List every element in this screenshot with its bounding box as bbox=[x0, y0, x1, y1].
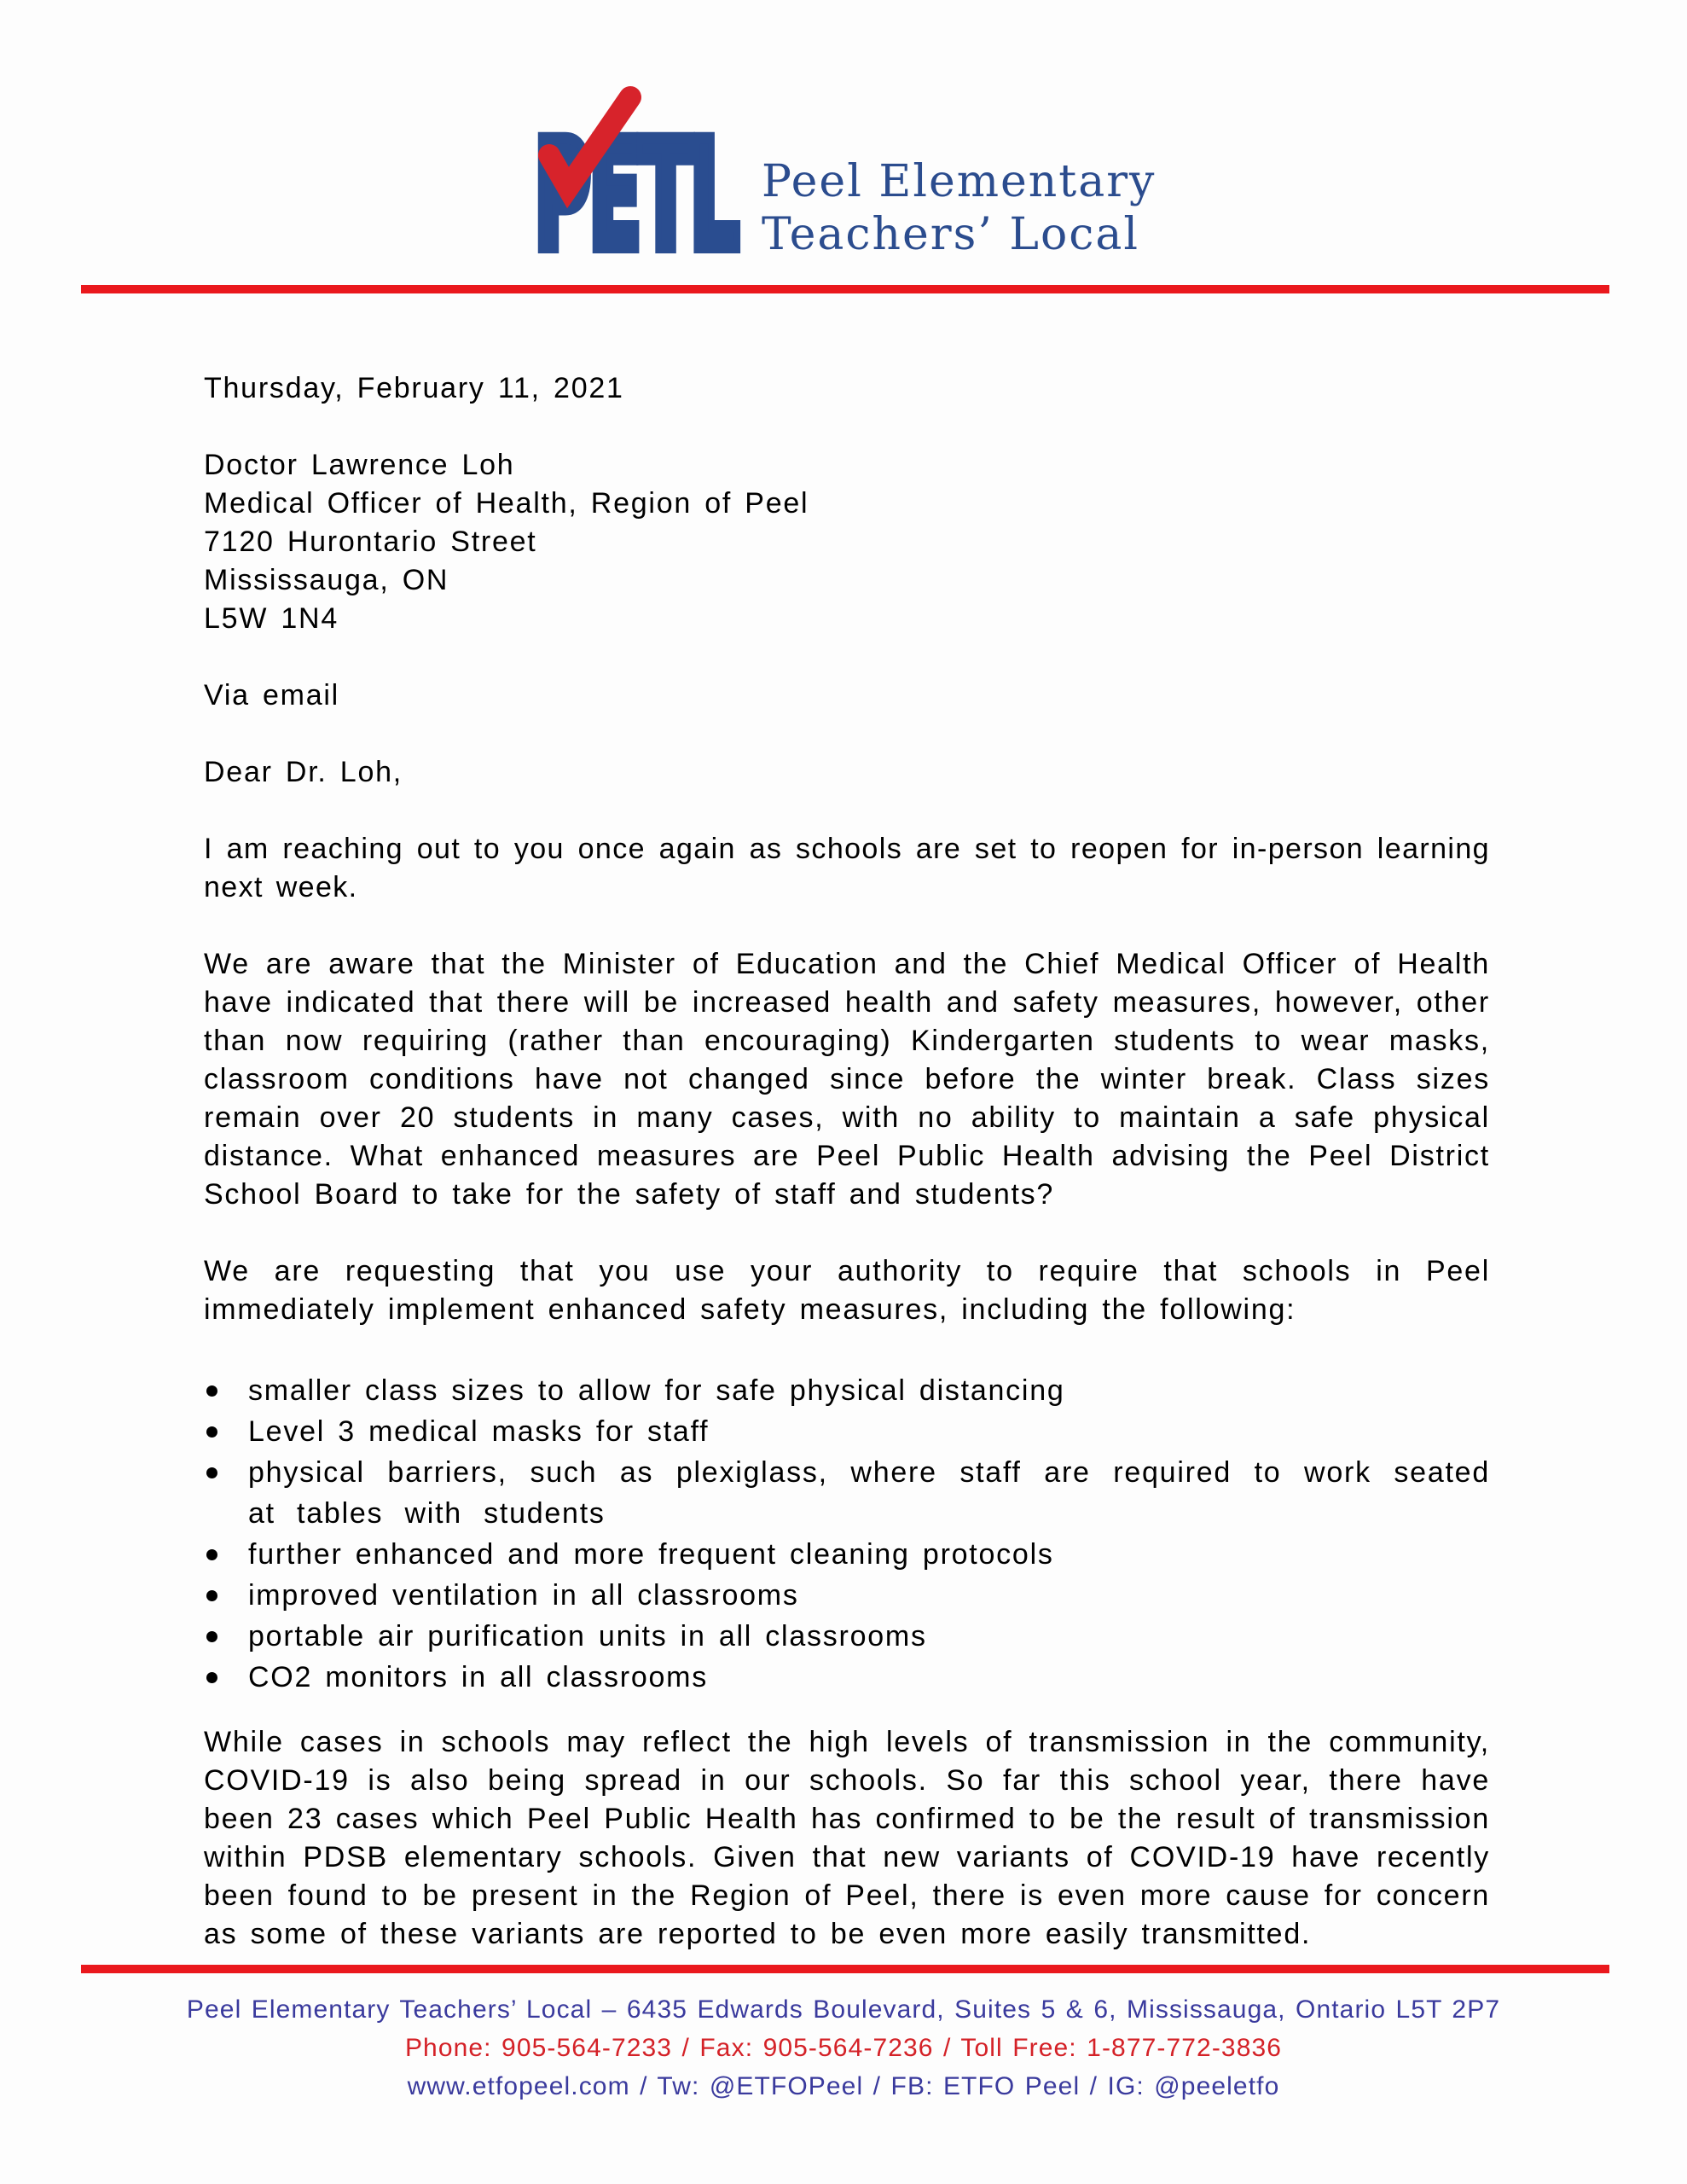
org-wordmark-line2: Teachers’ Local bbox=[762, 209, 1140, 260]
address-line: 7120 Hurontario Street bbox=[204, 526, 537, 558]
measure-item: smaller class sizes to allow for safe physical distancing bbox=[204, 1370, 1490, 1411]
measure-item: physical barriers, such as plexiglass, where staff are required to work seated at tables with students bbox=[204, 1452, 1490, 1534]
letterhead bbox=[0, 0, 1687, 285]
measure-item: CO2 monitors in all classrooms bbox=[204, 1657, 1490, 1698]
footer-web-line: www.etfopeel.com / Tw: @ETFOPeel / FB: ETFO Peel / IG: @peeletfo bbox=[407, 2072, 1280, 2100]
delivery-method: Via email bbox=[204, 679, 339, 712]
footer-phone-line: Phone: 905-564-7233 / Fax: 905-564-7236 / Toll Free: 1-877-772-3836 bbox=[404, 2034, 1283, 2062]
recipient-address bbox=[204, 446, 1490, 638]
measure-item: further enhanced and more frequent cleaning protocols bbox=[204, 1534, 1490, 1575]
measure-item: Level 3 medical masks for staff bbox=[204, 1411, 1490, 1452]
address-line: Doctor Lawrence Loh bbox=[204, 449, 515, 481]
address-line: Medical Officer of Health, Region of Peel bbox=[204, 487, 809, 520]
letter-footer bbox=[0, 1990, 1687, 2106]
address-line: Mississauga, ON bbox=[204, 564, 449, 596]
request-paragraph: We are requesting that you use your authority to require that schools in Peel immediately implement enhanced safety measures, including the following: bbox=[204, 1255, 1490, 1326]
petl-logo bbox=[510, 84, 774, 263]
org-wordmark-line1: Peel Elementary bbox=[762, 156, 1157, 207]
address-line: L5W 1N4 bbox=[204, 602, 339, 635]
letter-date: Thursday, February 11, 2021 bbox=[204, 372, 624, 404]
salutation: Dear Dr. Loh, bbox=[204, 756, 403, 788]
footer-address-line: Peel Elementary Teachers’ Local – 6435 Edwards Boulevard, Suites 5 & 6, Mississauga, Ontario L5T 2P7 bbox=[186, 1995, 1501, 2024]
petl-logo-acronym: PETL bbox=[534, 109, 737, 263]
measure-item: improved ventilation in all classrooms bbox=[204, 1575, 1490, 1616]
top-divider-rule bbox=[81, 285, 1609, 293]
context-paragraph: We are aware that the Minister of Education and the Chief Medical Officer of Health have indicated that there will be increased health and safety measures, however, other than now requiring (rather than encouraging) Kindergarten students to wear masks, classroom conditions have not changed since before the winter break. Class sizes remain over 20 students in many cases, with no ability to maintain a safe physical distance. What enhanced measures are Peel Public Health advising the Peel District School Board to take for the safety of staff and students? bbox=[204, 948, 1490, 1211]
letter-body bbox=[204, 294, 1490, 1954]
requested-measures-list bbox=[204, 1370, 1490, 1698]
closing-paragraph: While cases in schools may reflect the high levels of transmission in the community, COVID-19 is also being spread in our schools. So far this school year, there have been 23 cases which Peel Public Health has confirmed to be the result of transmission within PDSB elementary schools. Given that new variants of COVID-19 have recently been found to be present in the Region of Peel, there is even more cause for concern as some of these variants are reported to be even more easily transmitted. bbox=[204, 1726, 1490, 1950]
bottom-divider-rule bbox=[81, 1965, 1609, 1973]
opening-paragraph: I am reaching out to you once again as schools are set to reopen for in-person learning next week. bbox=[204, 833, 1490, 903]
measure-item: portable air purification units in all classrooms bbox=[204, 1616, 1490, 1657]
org-wordmark bbox=[762, 155, 1156, 261]
